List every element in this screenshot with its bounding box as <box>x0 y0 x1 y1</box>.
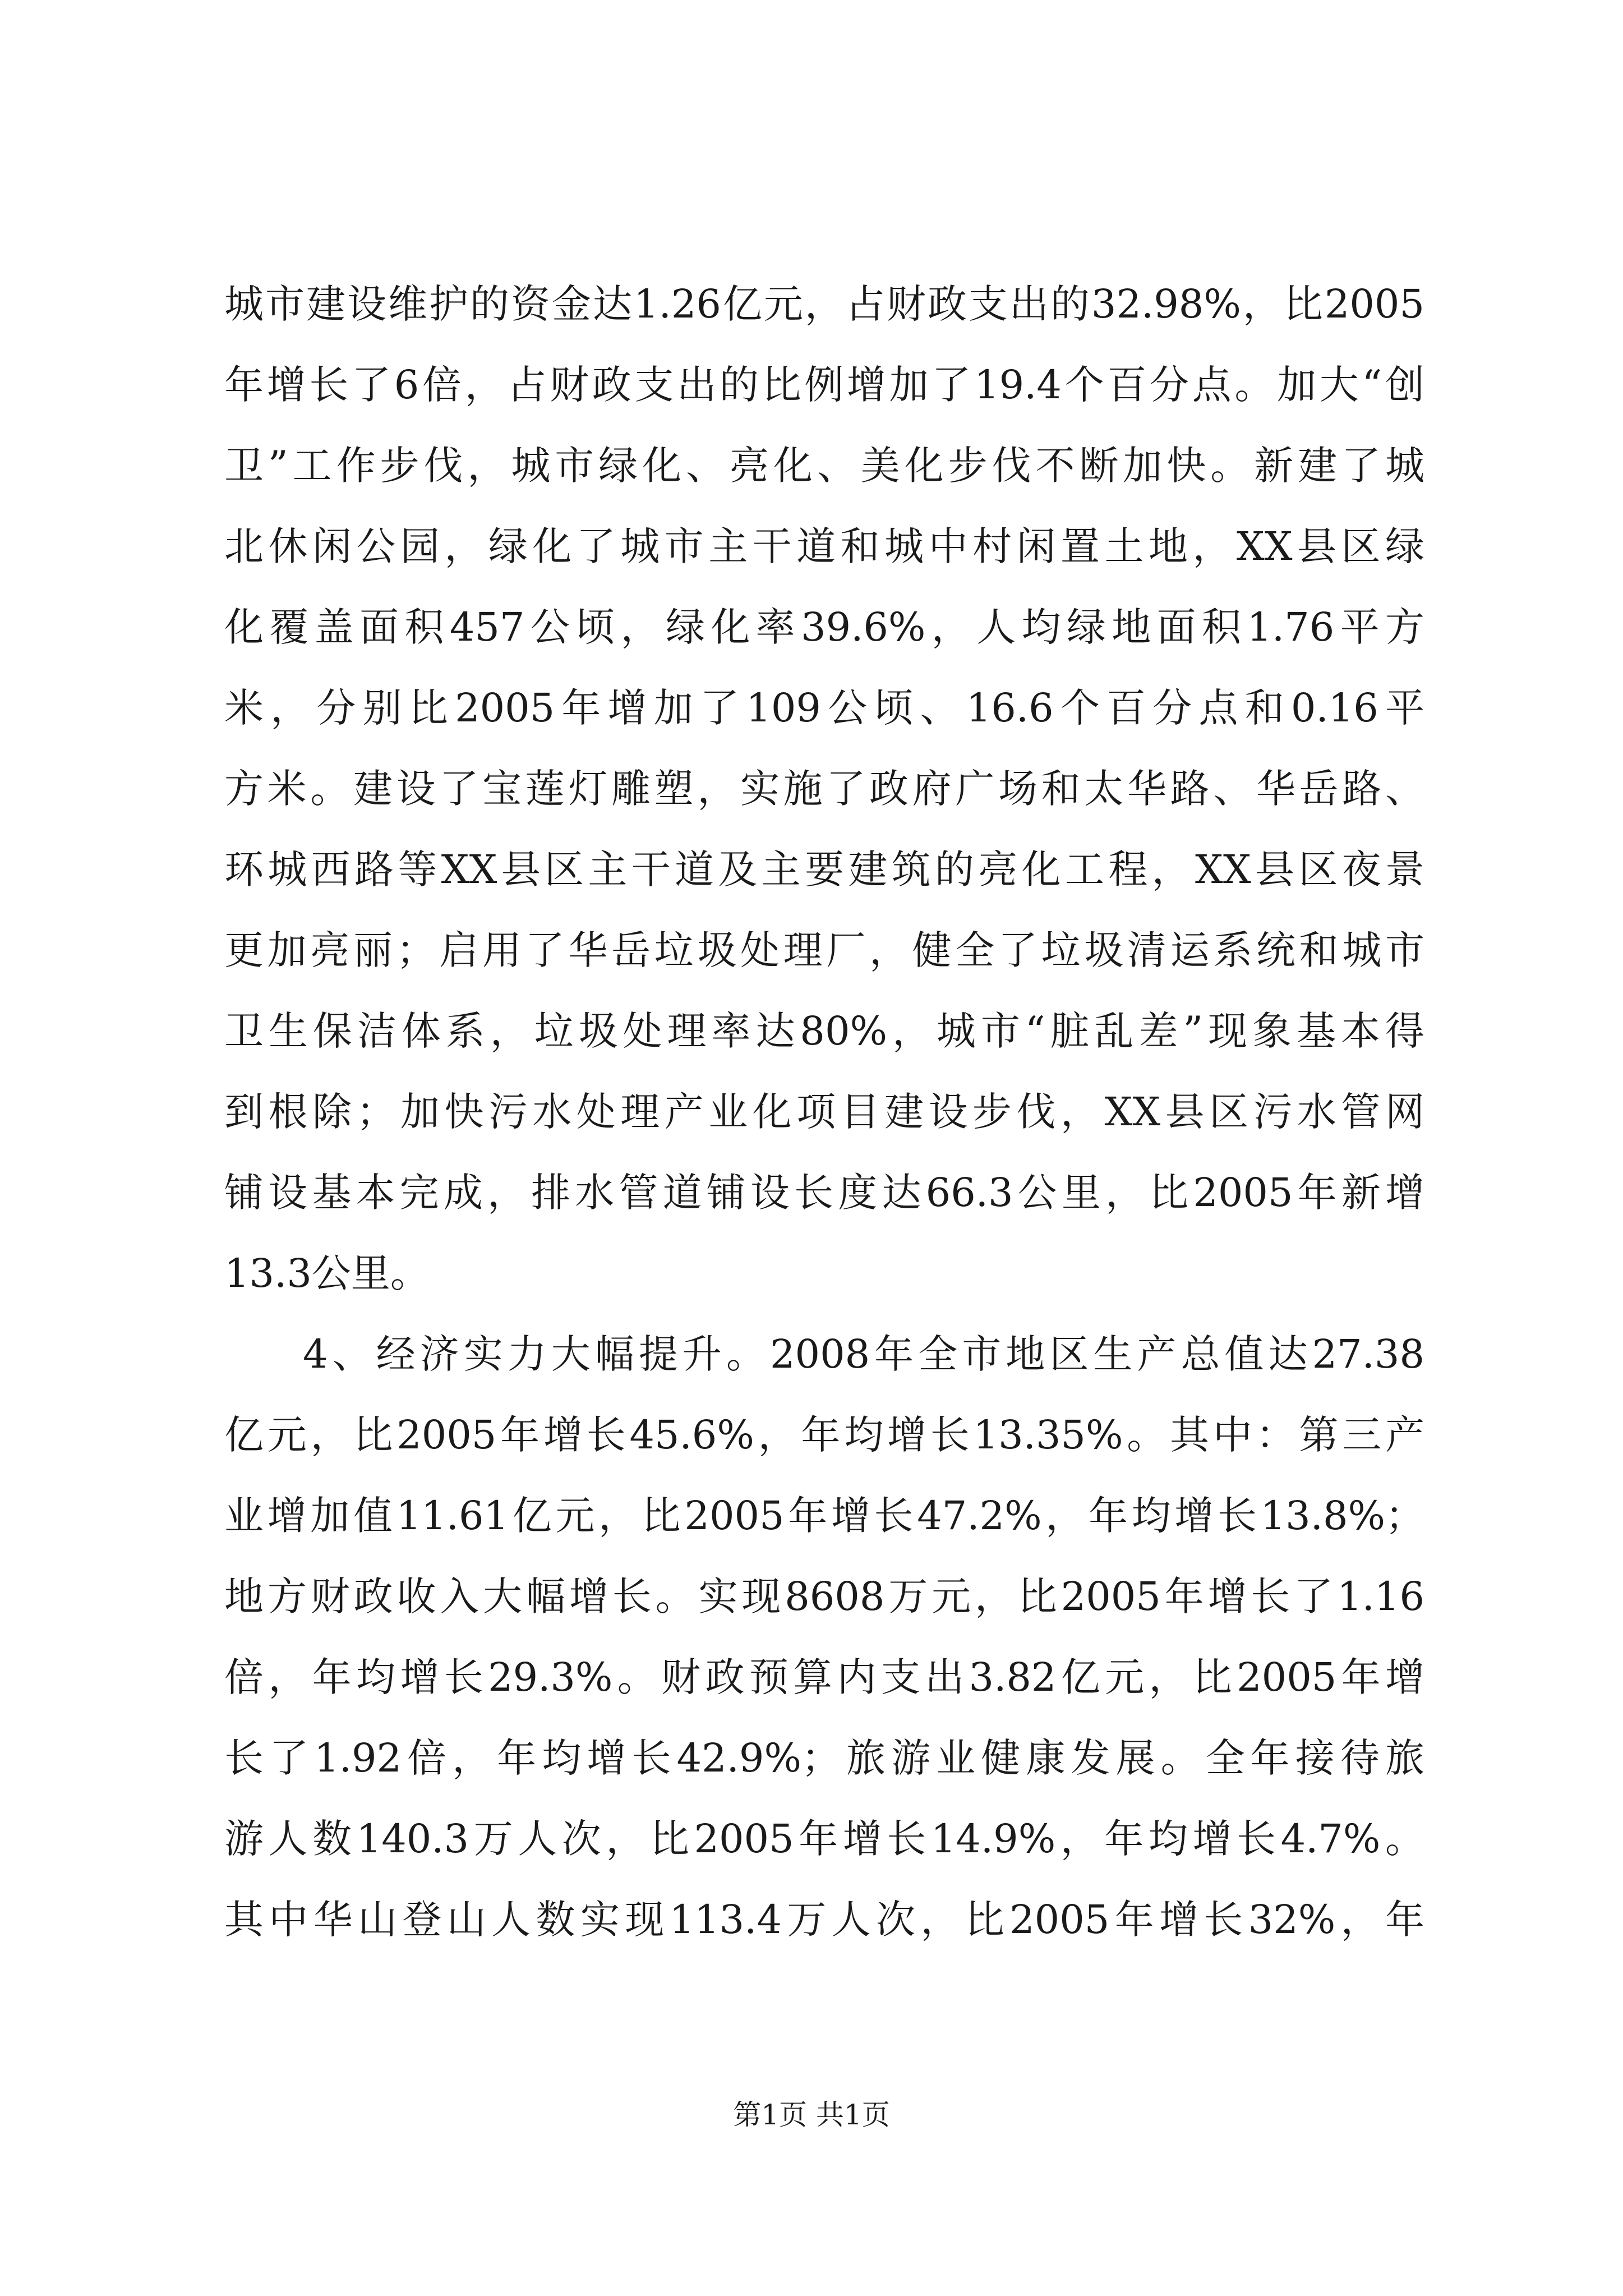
text-line: 其中华山登山人数实现113.4万人次，比2005年增长32%，年 <box>224 1897 1424 1943</box>
paragraph-city-construction <box>224 264 1424 1314</box>
text-line: 倍，年均增长29.3%。财政预算内支出3.82亿元，比2005年增 <box>224 1654 1424 1700</box>
text-line: 环城西路等XX县区主干道及主要建筑的亮化工程，XX县区夜景 <box>224 846 1424 892</box>
text-line: 城市建设维护的资金达1.26亿元，占财政支出的32.98%，比2005 <box>224 281 1424 327</box>
text-line: 亿元，比2005年增长45.6%，年均增长13.35%。其中：第三产 <box>224 1412 1424 1458</box>
document-body <box>224 264 1424 1960</box>
text-line: 地方财政收入大幅增长。实现8608万元，比2005年增长了1.16 <box>224 1573 1424 1619</box>
text-line: 业增加值11.61亿元，比2005年增长47.2%，年均增长13.8%； <box>224 1493 1424 1539</box>
text-line: 北休闲公园，绿化了城市主干道和城中村闲置土地，XX县区绿 <box>224 523 1424 569</box>
text-line: 更加亮丽；启用了华岳垃圾处理厂，健全了垃圾清运系统和城市 <box>224 927 1424 973</box>
text-line: 米，分别比2005年增加了109公顷、16.6个百分点和0.16平 <box>224 685 1424 731</box>
paragraph-economic-strength <box>224 1314 1424 1960</box>
text-line: 4、经济实力大幅提升。2008年全市地区生产总值达27.38 <box>303 1331 1424 1377</box>
text-line: 方米。建设了宝莲灯雕塑，实施了政府广场和太华路、华岳路、 <box>224 766 1424 812</box>
text-line: 游人数140.3万人次，比2005年增长14.9%，年均增长4.7%。 <box>224 1816 1424 1862</box>
text-line: 到根除；加快污水处理产业化项目建设步伐，XX县区污水管网 <box>224 1089 1424 1135</box>
page-number-footer: 第1页 共1页 <box>733 2099 890 2131</box>
text-line: 化覆盖面积457公顷，绿化率39.6%，人均绿地面积1.76平方 <box>224 604 1424 650</box>
text-line: 卫”工作步伐，城市绿化、亮化、美化步伐不断加快。新建了城 <box>224 443 1424 489</box>
text-line: 13.3公里。 <box>224 1250 430 1296</box>
text-line: 长了1.92倍，年均增长42.9%；旅游业健康发展。全年接待旅 <box>224 1735 1424 1781</box>
text-line: 卫生保洁体系，垃圾处理率达80%，城市“脏乱差”现象基本得 <box>224 1008 1424 1054</box>
text-line: 年增长了6倍，占财政支出的比例增加了19.4个百分点。加大“创 <box>224 362 1424 408</box>
text-line: 铺设基本完成，排水管道铺设长度达66.3公里，比2005年新增 <box>224 1170 1424 1216</box>
